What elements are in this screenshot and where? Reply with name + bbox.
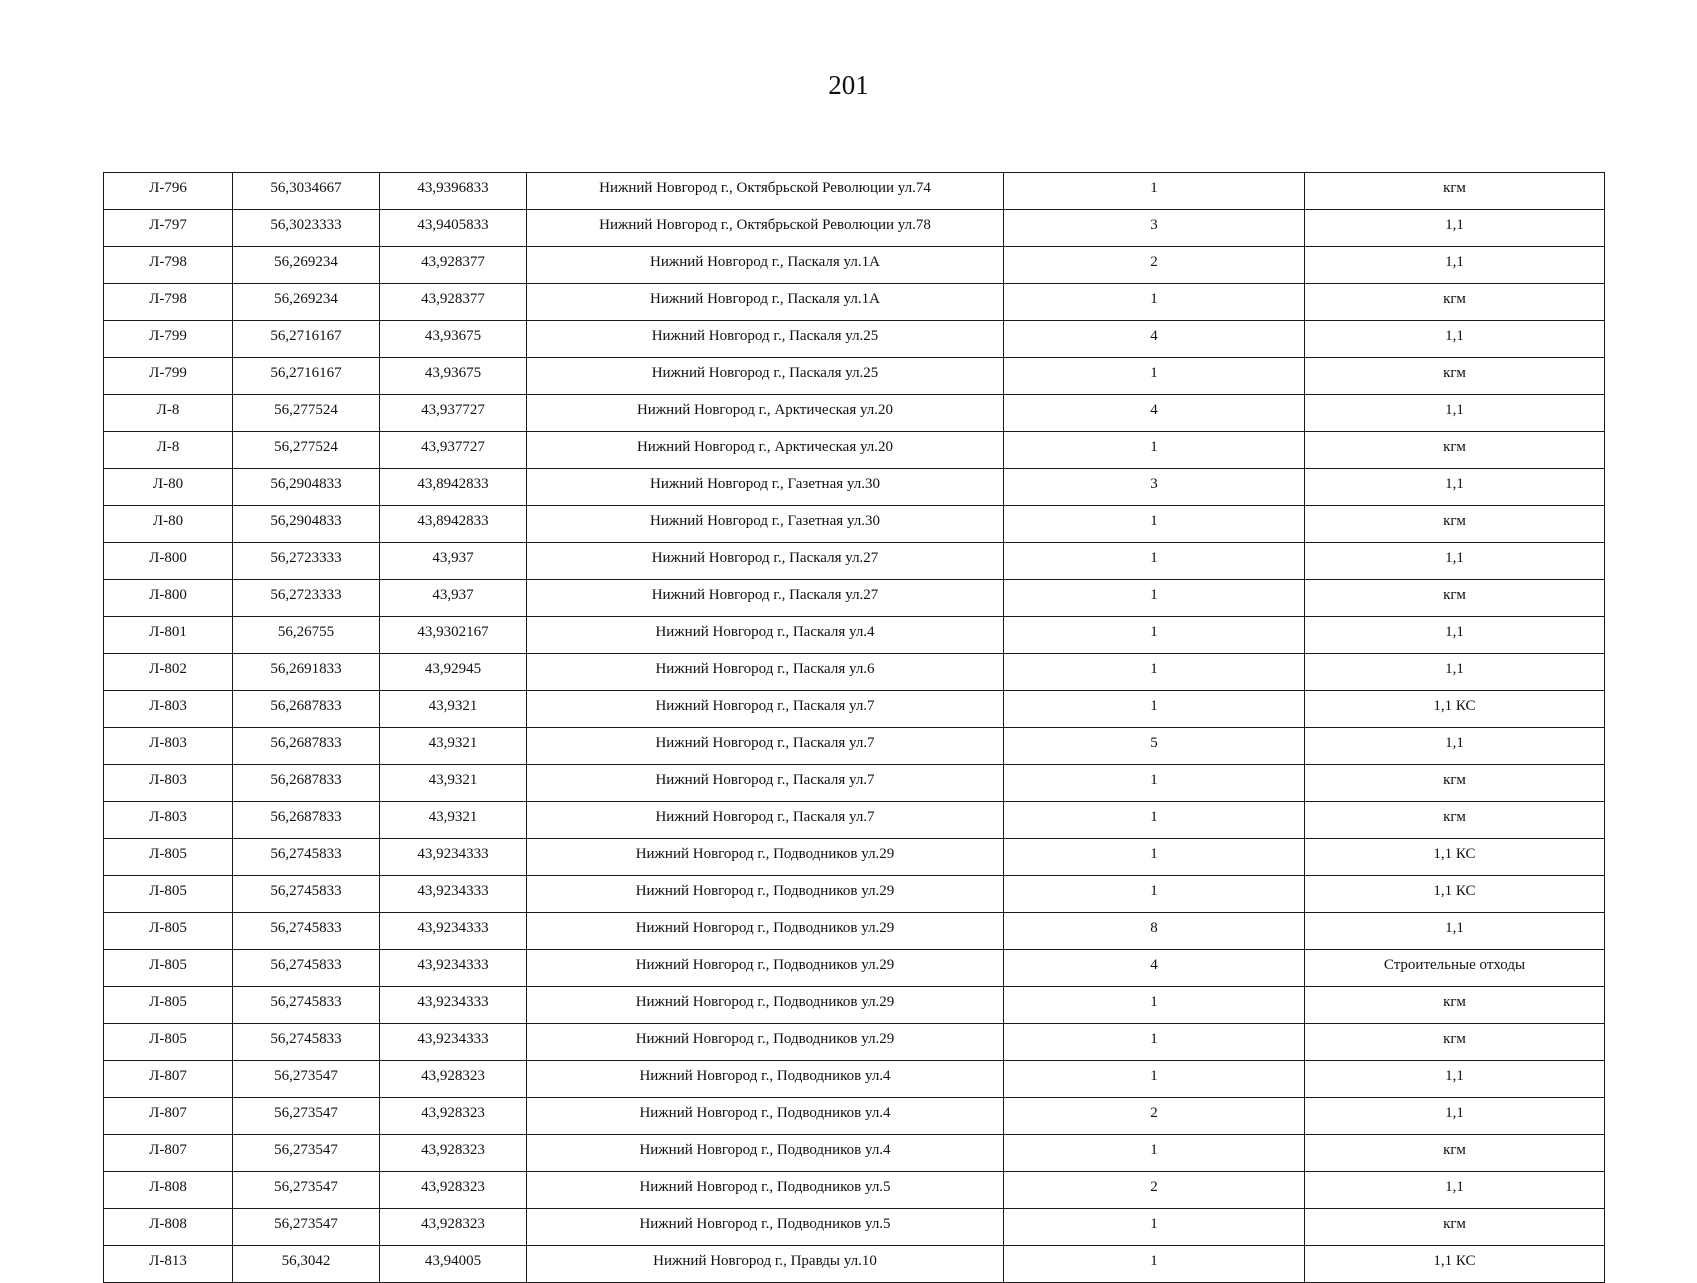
cell-longitude: 43,9234333 — [380, 987, 527, 1024]
cell-container-type: 1,1 КС — [1305, 876, 1605, 913]
table-body — [104, 173, 1605, 1283]
cell-container-type: кгм — [1305, 765, 1605, 802]
cell-quantity: 1 — [1004, 987, 1305, 1024]
cell-latitude: 56,2687833 — [233, 765, 380, 802]
cell-quantity: 1 — [1004, 580, 1305, 617]
cell-quantity: 1 — [1004, 173, 1305, 210]
cell-quantity: 1 — [1004, 284, 1305, 321]
cell-code: Л-803 — [104, 765, 233, 802]
cell-latitude: 56,26755 — [233, 617, 380, 654]
cell-latitude: 56,2723333 — [233, 543, 380, 580]
cell-code: Л-8 — [104, 432, 233, 469]
cell-address: Нижний Новгород г., Подводников ул.29 — [527, 913, 1004, 950]
table-row — [104, 210, 1605, 247]
cell-container-type: 1,1 — [1305, 247, 1605, 284]
cell-latitude: 56,2745833 — [233, 1024, 380, 1061]
table-row — [104, 839, 1605, 876]
cell-address: Нижний Новгород г., Подводников ул.4 — [527, 1061, 1004, 1098]
table-row — [104, 617, 1605, 654]
cell-code: Л-805 — [104, 913, 233, 950]
cell-quantity: 1 — [1004, 765, 1305, 802]
cell-code: Л-805 — [104, 876, 233, 913]
cell-code: Л-803 — [104, 691, 233, 728]
cell-container-type: кгм — [1305, 987, 1605, 1024]
cell-quantity: 1 — [1004, 802, 1305, 839]
cell-quantity: 1 — [1004, 1246, 1305, 1283]
cell-container-type: 1,1 — [1305, 1172, 1605, 1209]
cell-longitude: 43,928377 — [380, 247, 527, 284]
cell-address: Нижний Новгород г., Правды ул.10 — [527, 1246, 1004, 1283]
cell-longitude: 43,9405833 — [380, 210, 527, 247]
cell-code: Л-797 — [104, 210, 233, 247]
cell-longitude: 43,9234333 — [380, 913, 527, 950]
table-row — [104, 358, 1605, 395]
cell-longitude: 43,928323 — [380, 1061, 527, 1098]
table-row — [104, 432, 1605, 469]
cell-container-type: кгм — [1305, 358, 1605, 395]
cell-longitude: 43,94005 — [380, 1246, 527, 1283]
cell-code: Л-798 — [104, 247, 233, 284]
cell-address: Нижний Новгород г., Подводников ул.29 — [527, 1024, 1004, 1061]
cell-longitude: 43,928323 — [380, 1098, 527, 1135]
cell-code: Л-800 — [104, 580, 233, 617]
cell-code: Л-800 — [104, 543, 233, 580]
cell-quantity: 4 — [1004, 950, 1305, 987]
cell-address: Нижний Новгород г., Подводников ул.4 — [527, 1098, 1004, 1135]
cell-container-type: 1,1 — [1305, 543, 1605, 580]
table-row — [104, 173, 1605, 210]
cell-quantity: 4 — [1004, 321, 1305, 358]
cell-quantity: 1 — [1004, 543, 1305, 580]
cell-code: Л-80 — [104, 469, 233, 506]
cell-address: Нижний Новгород г., Паскаля ул.1А — [527, 247, 1004, 284]
cell-code: Л-805 — [104, 839, 233, 876]
cell-longitude: 43,937 — [380, 580, 527, 617]
cell-quantity: 1 — [1004, 1135, 1305, 1172]
cell-latitude: 56,2716167 — [233, 321, 380, 358]
table-row — [104, 802, 1605, 839]
cell-latitude: 56,2745833 — [233, 839, 380, 876]
cell-address: Нижний Новгород г., Подводников ул.29 — [527, 839, 1004, 876]
cell-quantity: 2 — [1004, 1098, 1305, 1135]
cell-address: Нижний Новгород г., Паскаля ул.4 — [527, 617, 1004, 654]
table-row — [104, 876, 1605, 913]
cell-longitude: 43,9302167 — [380, 617, 527, 654]
cell-container-type: 1,1 КС — [1305, 1246, 1605, 1283]
cell-address: Нижний Новгород г., Паскаля ул.25 — [527, 321, 1004, 358]
cell-latitude: 56,273547 — [233, 1098, 380, 1135]
cell-container-type: 1,1 — [1305, 728, 1605, 765]
table-row — [104, 1246, 1605, 1283]
cell-container-type: 1,1 — [1305, 654, 1605, 691]
cell-address: Нижний Новгород г., Паскаля ул.7 — [527, 728, 1004, 765]
cell-code: Л-805 — [104, 987, 233, 1024]
cell-longitude: 43,928323 — [380, 1135, 527, 1172]
cell-longitude: 43,9321 — [380, 802, 527, 839]
cell-latitude: 56,2745833 — [233, 876, 380, 913]
cell-code: Л-801 — [104, 617, 233, 654]
cell-longitude: 43,9321 — [380, 691, 527, 728]
cell-address: Нижний Новгород г., Паскаля ул.27 — [527, 543, 1004, 580]
cell-latitude: 56,3042 — [233, 1246, 380, 1283]
cell-longitude: 43,9321 — [380, 728, 527, 765]
cell-address: Нижний Новгород г., Газетная ул.30 — [527, 469, 1004, 506]
cell-code: Л-802 — [104, 654, 233, 691]
cell-code: Л-796 — [104, 173, 233, 210]
cell-longitude: 43,9234333 — [380, 950, 527, 987]
cell-address: Нижний Новгород г., Паскаля ул.7 — [527, 802, 1004, 839]
cell-address: Нижний Новгород г., Арктическая ул.20 — [527, 395, 1004, 432]
cell-quantity: 1 — [1004, 432, 1305, 469]
table-row — [104, 950, 1605, 987]
cell-quantity: 1 — [1004, 839, 1305, 876]
table-row — [104, 395, 1605, 432]
cell-longitude: 43,928323 — [380, 1209, 527, 1246]
cell-address: Нижний Новгород г., Паскаля ул.6 — [527, 654, 1004, 691]
cell-longitude: 43,93675 — [380, 358, 527, 395]
cell-longitude: 43,8942833 — [380, 506, 527, 543]
cell-latitude: 56,273547 — [233, 1209, 380, 1246]
cell-quantity: 1 — [1004, 654, 1305, 691]
table-row — [104, 987, 1605, 1024]
cell-address: Нижний Новгород г., Паскаля ул.7 — [527, 691, 1004, 728]
cell-container-type: кгм — [1305, 506, 1605, 543]
cell-quantity: 1 — [1004, 1024, 1305, 1061]
cell-code: Л-807 — [104, 1061, 233, 1098]
cell-longitude: 43,8942833 — [380, 469, 527, 506]
cell-container-type: кгм — [1305, 284, 1605, 321]
cell-quantity: 5 — [1004, 728, 1305, 765]
table-row — [104, 765, 1605, 802]
cell-longitude: 43,92945 — [380, 654, 527, 691]
cell-quantity: 2 — [1004, 1172, 1305, 1209]
cell-code: Л-803 — [104, 728, 233, 765]
cell-container-type: 1,1 — [1305, 395, 1605, 432]
table-row — [104, 1172, 1605, 1209]
cell-quantity: 8 — [1004, 913, 1305, 950]
cell-latitude: 56,2716167 — [233, 358, 380, 395]
table-row — [104, 728, 1605, 765]
table-row — [104, 321, 1605, 358]
cell-container-type: 1,1 — [1305, 1061, 1605, 1098]
table-row — [104, 1024, 1605, 1061]
cell-latitude: 56,2687833 — [233, 691, 380, 728]
table-row — [104, 247, 1605, 284]
table-row — [104, 913, 1605, 950]
cell-address: Нижний Новгород г., Подводников ул.4 — [527, 1135, 1004, 1172]
cell-latitude: 56,2723333 — [233, 580, 380, 617]
cell-address: Нижний Новгород г., Подводников ул.29 — [527, 876, 1004, 913]
cell-quantity: 1 — [1004, 506, 1305, 543]
cell-address: Нижний Новгород г., Подводников ул.29 — [527, 950, 1004, 987]
cell-address: Нижний Новгород г., Подводников ул.29 — [527, 987, 1004, 1024]
cell-longitude: 43,9321 — [380, 765, 527, 802]
table-row — [104, 469, 1605, 506]
cell-latitude: 56,273547 — [233, 1172, 380, 1209]
cell-address: Нижний Новгород г., Паскаля ул.27 — [527, 580, 1004, 617]
cell-code: Л-799 — [104, 358, 233, 395]
table-row — [104, 543, 1605, 580]
cell-quantity: 1 — [1004, 358, 1305, 395]
table-row — [104, 654, 1605, 691]
cell-container-type: 1,1 КС — [1305, 691, 1605, 728]
cell-code: Л-808 — [104, 1209, 233, 1246]
table-row — [104, 506, 1605, 543]
cell-container-type: кгм — [1305, 1209, 1605, 1246]
cell-code: Л-803 — [104, 802, 233, 839]
cell-code: Л-805 — [104, 950, 233, 987]
cell-latitude: 56,277524 — [233, 395, 380, 432]
cell-latitude: 56,2687833 — [233, 802, 380, 839]
cell-quantity: 2 — [1004, 247, 1305, 284]
cell-address: Нижний Новгород г., Паскаля ул.7 — [527, 765, 1004, 802]
table-row — [104, 691, 1605, 728]
cell-container-type: кгм — [1305, 432, 1605, 469]
cell-latitude: 56,2691833 — [233, 654, 380, 691]
cell-quantity: 4 — [1004, 395, 1305, 432]
cell-code: Л-80 — [104, 506, 233, 543]
cell-code: Л-8 — [104, 395, 233, 432]
cell-code: Л-799 — [104, 321, 233, 358]
table-row — [104, 1061, 1605, 1098]
cell-container-type: 1,1 КС — [1305, 839, 1605, 876]
cell-latitude: 56,2904833 — [233, 469, 380, 506]
cell-longitude: 43,937 — [380, 543, 527, 580]
cell-latitude: 56,2687833 — [233, 728, 380, 765]
cell-quantity: 3 — [1004, 210, 1305, 247]
cell-latitude: 56,2745833 — [233, 987, 380, 1024]
cell-container-type: Строительные отходы — [1305, 950, 1605, 987]
cell-address: Нижний Новгород г., Газетная ул.30 — [527, 506, 1004, 543]
cell-container-type: кгм — [1305, 1024, 1605, 1061]
cell-container-type: 1,1 — [1305, 469, 1605, 506]
cell-longitude: 43,928377 — [380, 284, 527, 321]
cell-container-type: кгм — [1305, 802, 1605, 839]
cell-container-type: 1,1 — [1305, 1098, 1605, 1135]
cell-longitude: 43,937727 — [380, 395, 527, 432]
cell-quantity: 1 — [1004, 876, 1305, 913]
table-row — [104, 1209, 1605, 1246]
cell-address: Нижний Новгород г., Подводников ул.5 — [527, 1209, 1004, 1246]
cell-address: Нижний Новгород г., Паскаля ул.25 — [527, 358, 1004, 395]
cell-latitude: 56,2745833 — [233, 950, 380, 987]
cell-latitude: 56,277524 — [233, 432, 380, 469]
cell-longitude: 43,928323 — [380, 1172, 527, 1209]
cell-longitude: 43,937727 — [380, 432, 527, 469]
cell-quantity: 1 — [1004, 1209, 1305, 1246]
cell-quantity: 3 — [1004, 469, 1305, 506]
cell-container-type: кгм — [1305, 173, 1605, 210]
cell-latitude: 56,273547 — [233, 1061, 380, 1098]
page-number: 201 — [828, 70, 869, 100]
cell-container-type: 1,1 — [1305, 210, 1605, 247]
cell-address: Нижний Новгород г., Арктическая ул.20 — [527, 432, 1004, 469]
cell-container-type: 1,1 — [1305, 617, 1605, 654]
cell-address: Нижний Новгород г., Октябрьской Революции ул.78 — [527, 210, 1004, 247]
cell-container-type: 1,1 — [1305, 913, 1605, 950]
cell-quantity: 1 — [1004, 617, 1305, 654]
table-row — [104, 1098, 1605, 1135]
cell-code: Л-807 — [104, 1135, 233, 1172]
cell-container-type: кгм — [1305, 1135, 1605, 1172]
cell-longitude: 43,9234333 — [380, 839, 527, 876]
cell-container-type: кгм — [1305, 580, 1605, 617]
cell-quantity: 1 — [1004, 691, 1305, 728]
cell-latitude: 56,273547 — [233, 1135, 380, 1172]
cell-latitude: 56,3023333 — [233, 210, 380, 247]
cell-latitude: 56,3034667 — [233, 173, 380, 210]
cell-code: Л-808 — [104, 1172, 233, 1209]
cell-address: Нижний Новгород г., Подводников ул.5 — [527, 1172, 1004, 1209]
cell-code: Л-813 — [104, 1246, 233, 1283]
cell-longitude: 43,9234333 — [380, 1024, 527, 1061]
table-row — [104, 580, 1605, 617]
cell-latitude: 56,269234 — [233, 284, 380, 321]
cell-quantity: 1 — [1004, 1061, 1305, 1098]
cell-latitude: 56,2745833 — [233, 913, 380, 950]
cell-address: Нижний Новгород г., Паскаля ул.1А — [527, 284, 1004, 321]
cell-container-type: 1,1 — [1305, 321, 1605, 358]
cell-longitude: 43,9234333 — [380, 876, 527, 913]
cell-code: Л-805 — [104, 1024, 233, 1061]
cell-address: Нижний Новгород г., Октябрьской Революции ул.74 — [527, 173, 1004, 210]
data-table — [103, 172, 1605, 1283]
cell-latitude: 56,269234 — [233, 247, 380, 284]
table-row — [104, 1135, 1605, 1172]
cell-code: Л-798 — [104, 284, 233, 321]
cell-longitude: 43,93675 — [380, 321, 527, 358]
cell-latitude: 56,2904833 — [233, 506, 380, 543]
cell-longitude: 43,9396833 — [380, 173, 527, 210]
cell-code: Л-807 — [104, 1098, 233, 1135]
table-row — [104, 284, 1605, 321]
